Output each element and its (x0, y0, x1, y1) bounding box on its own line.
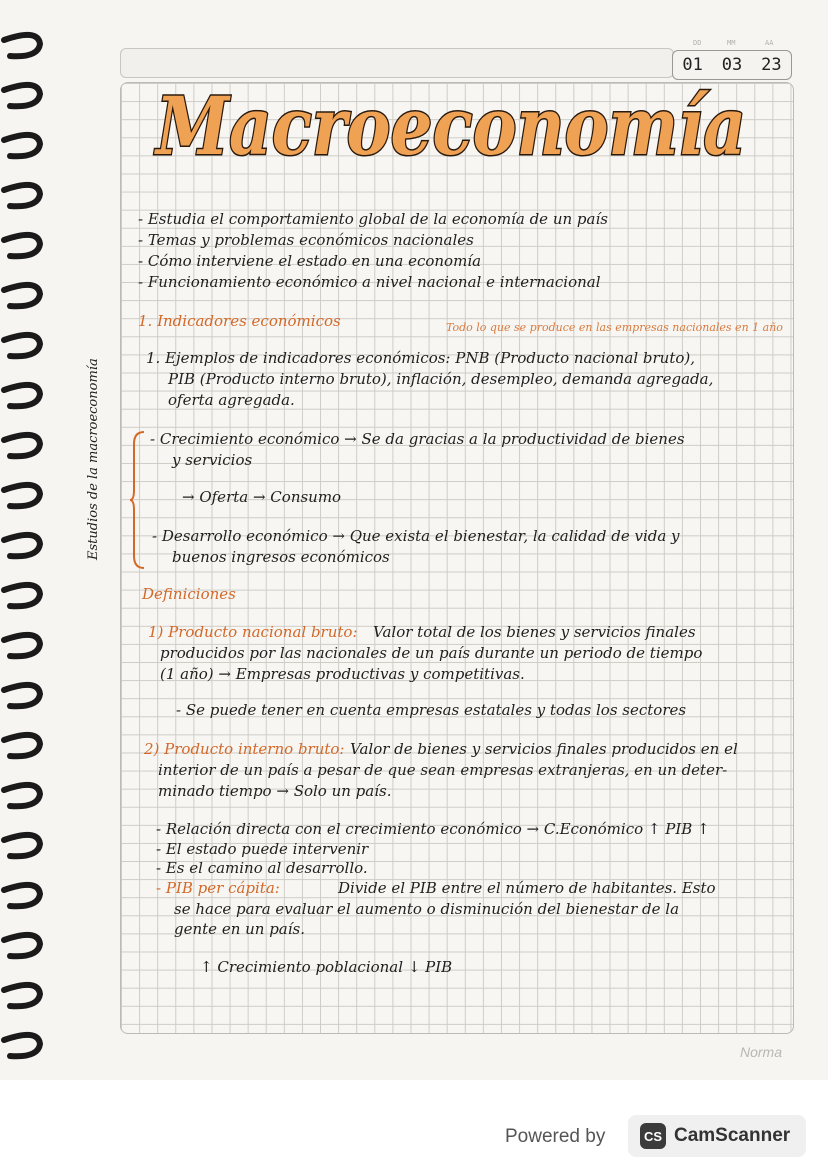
date-day-label: DD (693, 39, 702, 47)
section-heading-indicadores: 1. Indicadores económicos (138, 312, 341, 330)
date-month: 03 (721, 55, 743, 75)
page-title-text: Macroeconomía (153, 79, 746, 173)
examples-line-1: 1. Ejemplos de indicadores económicos: PNB (Producto nacional bruto), (146, 349, 696, 367)
development-line-2: buenos ingresos económicos (172, 548, 390, 566)
growth-line-2: y servicios (172, 451, 253, 469)
pnb-line-3: (1 año) → Empresas productivas y competitivas. (160, 665, 525, 683)
pib-point-1: - Relación directa con el crecimiento económico → C.Económico ↑ PIB ↑ (156, 820, 710, 838)
examples-line-3: oferta agregada. (168, 391, 295, 409)
spiral-binding (0, 28, 50, 1078)
date-year: 23 (761, 55, 782, 75)
per-capita-line-2: se hace para evaluar el aumento o disminución del bienestar de la (174, 900, 680, 918)
date-box (672, 39, 792, 80)
supply-consumption-line: → Oferta → Consumo (182, 488, 342, 506)
camscanner-logo-icon: CS (640, 1123, 666, 1149)
date-year-label: AA (765, 39, 774, 47)
pnb-label: 1) Producto nacional bruto: (148, 623, 358, 641)
date-month-label: MM (727, 39, 736, 47)
development-line-1: - Desarrollo económico → Que exista el bienestar, la calidad de vida y (152, 527, 680, 545)
intro-line-2: - Temas y problemas económicos nacionales (138, 231, 474, 249)
side-label-estudios: Estudios de la macroeconomía (86, 358, 101, 560)
examples-line-2: PIB (Producto interno bruto), inflación, desempleo, demanda agregada, (168, 370, 714, 388)
intro-line-4: - Funcionamiento económico a nivel nacional e internacional (138, 273, 601, 291)
pnb-note: - Se puede tener en cuenta empresas estatales y todas los sectores (176, 701, 687, 719)
pnb-margin-note: Todo lo que se produce en las empresas nacionales en 1 año (446, 321, 783, 334)
intro-line-1: - Estudia el comportamiento global de la economía de un país (138, 210, 608, 228)
definitions-heading: Definiciones (142, 585, 236, 603)
pib-label: 2) Producto interno bruto: (144, 740, 345, 758)
date-day: 01 (682, 55, 703, 75)
population-growth-line: ↑ Crecimiento poblacional ↓ PIB (200, 958, 453, 976)
growth-line-1: - Crecimiento económico → Se da gracias a la productividad de bienes (150, 430, 685, 448)
brace-bracket (130, 430, 146, 570)
header-bar (120, 48, 674, 78)
pib-point-2: - El estado puede intervenir (156, 840, 369, 858)
norma-brand-logo: Norma (740, 1044, 783, 1060)
per-capita-line-1: Divide el PIB entre el número de habitantes. Esto (338, 879, 716, 897)
page-title (146, 78, 756, 178)
camscanner-name: CamScanner (674, 1125, 791, 1146)
camscanner-badge[interactable] (628, 1115, 806, 1157)
per-capita-label: - PIB per cápita: (156, 879, 280, 897)
pnb-line-2: producidos por las nacionales de un país durante un periodo de tiempo (160, 644, 703, 662)
powered-by-text: Powered by (505, 1126, 606, 1147)
pib-line-1: Valor de bienes y servicios finales producidos en el (350, 740, 738, 758)
pnb-line-1: Valor total de los bienes y servicios finales (373, 623, 696, 641)
per-capita-line-3: gente en un país. (174, 920, 306, 938)
intro-line-3: - Cómo interviene el estado en una economía (138, 252, 482, 270)
pib-point-3: - Es el camino al desarrollo. (156, 859, 368, 877)
pib-line-2: interior de un país a pesar de que sean empresas extranjeras, en un deter- (158, 761, 728, 779)
pib-line-3: minado tiempo → Solo un país. (158, 782, 392, 800)
